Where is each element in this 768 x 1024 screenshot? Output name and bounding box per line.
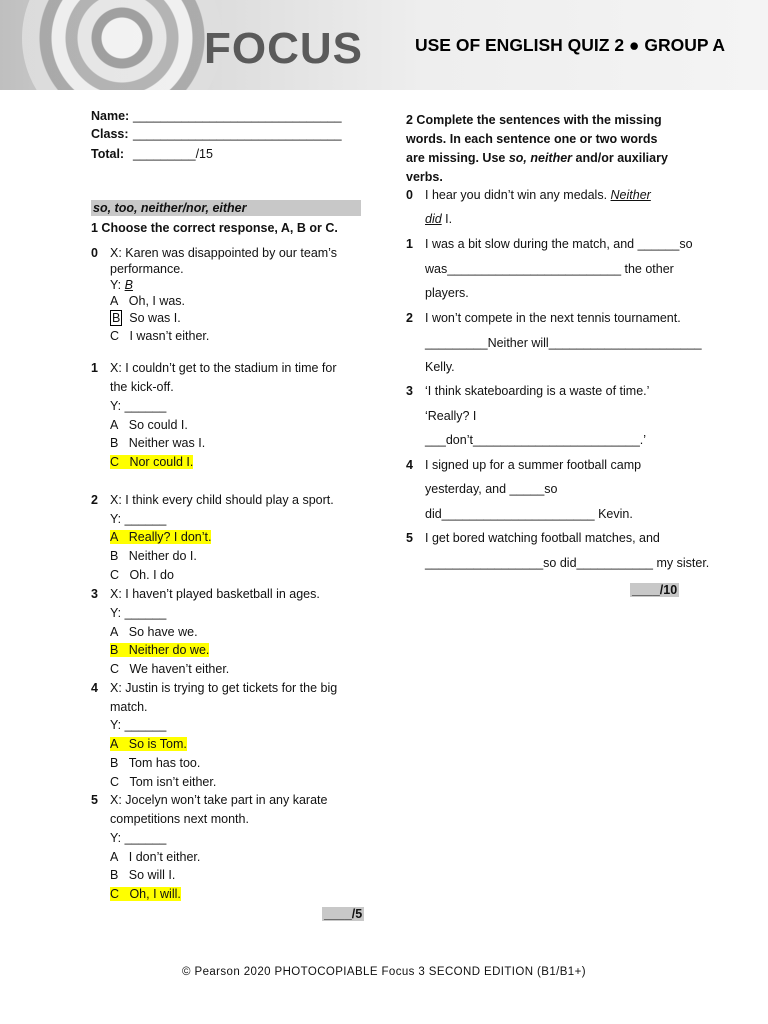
s0-number: 0 (406, 188, 413, 202)
q4-answer-line[interactable]: Y: ______ (110, 718, 167, 732)
section1-score: ____/5 (324, 907, 363, 921)
s3-line1: ‘I think skateboarding is a waste of time.’ (425, 384, 650, 398)
q3-option-b[interactable] (110, 643, 209, 657)
q2-number: 2 (91, 493, 98, 507)
q0-answer-line (110, 278, 133, 292)
option-text: Oh, I was. (128, 294, 186, 308)
q0-prompt-cont: performance. (110, 262, 184, 276)
section2-instruction-line2: words. In each sentence one or two words (406, 132, 658, 146)
s0-sentence (425, 188, 651, 202)
option-letter-boxed: B (112, 311, 121, 325)
s2-number: 2 (406, 311, 413, 325)
option-text: Neither do we. (128, 643, 210, 657)
section1-topic: so, too, neither/nor, either (91, 200, 361, 216)
s0-sentence-cont (425, 212, 452, 226)
option-letter: A (110, 418, 119, 432)
q0-number: 0 (91, 246, 98, 260)
q2-answer-line[interactable]: Y: ______ (110, 512, 167, 526)
section2-score: ____/10 (632, 583, 678, 597)
option-letter: C (110, 329, 120, 343)
class-label: Class: (91, 127, 129, 141)
option-text: So have we. (128, 625, 198, 639)
s4-line3[interactable]: did______________________ Kevin. (425, 507, 633, 521)
option-text: Nor could I. (129, 455, 194, 469)
option-text: Tom isn’t either. (129, 775, 217, 789)
option-text: So could I. (128, 418, 188, 432)
option-letter: B (110, 868, 119, 882)
class-field[interactable]: ______________________________ (133, 127, 342, 141)
option-text: So will I. (128, 868, 176, 882)
q4-option-b[interactable] (110, 756, 200, 770)
q3-answer-line[interactable]: Y: ______ (110, 606, 167, 620)
q4-prompt: X: Justin is trying to get tickets for the big (110, 681, 338, 695)
section2-instruction-line3 (406, 151, 668, 165)
section1-instruction: 1 Choose the correct response, A, B or C. (91, 221, 338, 235)
q3-number: 3 (91, 587, 98, 601)
option-letter: C (110, 775, 120, 789)
option-text: Really? I don’t. (128, 530, 212, 544)
s5-number: 5 (406, 531, 413, 545)
s1-number: 1 (406, 237, 413, 251)
page-footer: © Pearson 2020 PHOTOCOPIABLE Focus 3 SECOND EDITION (B1/B1+) (182, 966, 586, 978)
q1-prompt-cont: the kick-off. (110, 380, 174, 394)
q2-option-a[interactable] (110, 530, 211, 544)
option-letter: B (110, 549, 119, 563)
q0-answer: B (124, 278, 133, 292)
q1-option-c[interactable] (110, 455, 193, 469)
s0-answer-1: Neither (610, 188, 651, 202)
total-field[interactable]: _________/15 (133, 147, 213, 161)
section2-instruction-line4: verbs. (406, 170, 443, 184)
q5-option-a[interactable] (110, 850, 200, 864)
q0-y-label: Y: (110, 278, 122, 292)
s0-text-end: I. (441, 212, 453, 226)
q2-option-c[interactable] (110, 568, 174, 582)
s2-line3: Kelly. (425, 360, 455, 374)
q1-option-b[interactable] (110, 436, 205, 450)
s3-line3[interactable]: ___don’t________________________.’ (425, 433, 647, 447)
option-letter: C (110, 568, 120, 582)
option-letter: C (110, 887, 120, 901)
q0-option-c[interactable] (110, 329, 209, 343)
option-text: I don’t either. (128, 850, 201, 864)
s4-number: 4 (406, 458, 413, 472)
s1-line1[interactable]: I was a bit slow during the match, and ______so (425, 237, 693, 251)
q4-option-a[interactable] (110, 737, 187, 751)
section2-instruction-line1: 2 Complete the sentences with the missing (406, 113, 662, 127)
option-letter: B (110, 756, 119, 770)
instr-text: and/or auxiliary (572, 151, 668, 165)
page-header (0, 0, 768, 90)
q1-answer-line[interactable]: Y: ______ (110, 399, 167, 413)
option-text: Tom has too. (128, 756, 201, 770)
q1-prompt: X: I couldn’t get to the stadium in time for (110, 361, 337, 375)
option-letter: A (110, 737, 119, 751)
s5-line2[interactable]: _________________so did___________ my sister. (425, 556, 710, 570)
q2-prompt: X: I think every child should play a sport. (110, 493, 334, 507)
option-letter: B (110, 436, 119, 450)
s0-text: I hear you didn’t win any medals. (425, 188, 611, 202)
s5-line1: I get bored watching football matches, and (425, 531, 660, 545)
option-text: So was I. (129, 311, 181, 325)
s1-line3: players. (425, 286, 469, 300)
instr-italic: so, neither (508, 151, 573, 165)
s2-line2[interactable]: _________Neither will______________________ (425, 336, 702, 350)
option-text: Oh, I will. (129, 887, 181, 901)
q5-prompt-cont: competitions next month. (110, 812, 249, 826)
q0-prompt: X: Karen was disappointed by our team’s (110, 246, 337, 260)
q4-prompt-cont: match. (110, 700, 148, 714)
s3-line2: ‘Really? I (425, 409, 477, 423)
focus-logo: FOCUS (204, 24, 363, 73)
s4-line2[interactable]: yesterday, and _____so (425, 482, 558, 496)
option-text: Neither was I. (128, 436, 206, 450)
instr-text: are missing. Use (406, 151, 509, 165)
q5-prompt: X: Jocelyn won’t take part in any karate (110, 793, 328, 807)
q3-option-a[interactable] (110, 625, 198, 639)
name-label: Name: (91, 109, 130, 123)
q1-option-a[interactable] (110, 418, 188, 432)
option-letter: B (110, 643, 119, 657)
q3-prompt: X: I haven’t played basketball in ages. (110, 587, 320, 601)
option-letter: A (110, 850, 119, 864)
option-text: Neither do I. (128, 549, 197, 563)
option-letter: A (110, 530, 119, 544)
q5-option-b[interactable] (110, 868, 175, 882)
option-text: I wasn’t either. (129, 329, 210, 343)
s1-line2[interactable]: was_________________________ the other (425, 262, 674, 276)
q0-option-b[interactable] (110, 311, 181, 325)
quiz-title: USE OF ENGLISH QUIZ 2 ● GROUP A (415, 35, 726, 55)
q1-number: 1 (91, 361, 98, 375)
q2-option-b[interactable] (110, 549, 197, 563)
q3-option-c[interactable] (110, 662, 229, 676)
option-letter: A (110, 625, 119, 639)
q5-option-c[interactable] (110, 887, 181, 901)
option-letter: A (110, 294, 119, 308)
option-text: Oh. I do (129, 568, 174, 582)
q4-number: 4 (91, 681, 98, 695)
q5-answer-line[interactable]: Y: ______ (110, 831, 167, 845)
q0-option-a[interactable] (110, 294, 185, 308)
total-label: Total: (91, 147, 125, 161)
s2-line1: I won’t compete in the next tennis tournament. (425, 311, 681, 325)
s4-line1: I signed up for a summer football camp (425, 458, 642, 472)
s3-number: 3 (406, 384, 413, 398)
option-text: We haven’t either. (129, 662, 230, 676)
q4-option-c[interactable] (110, 775, 216, 789)
option-text: So is Tom. (128, 737, 187, 751)
s0-answer-2: did (425, 212, 442, 226)
option-letter: C (110, 662, 120, 676)
q5-number: 5 (91, 793, 98, 807)
logo-disc-graphic (22, 0, 222, 90)
name-field[interactable]: ______________________________ (133, 109, 342, 123)
option-letter: C (110, 455, 120, 469)
